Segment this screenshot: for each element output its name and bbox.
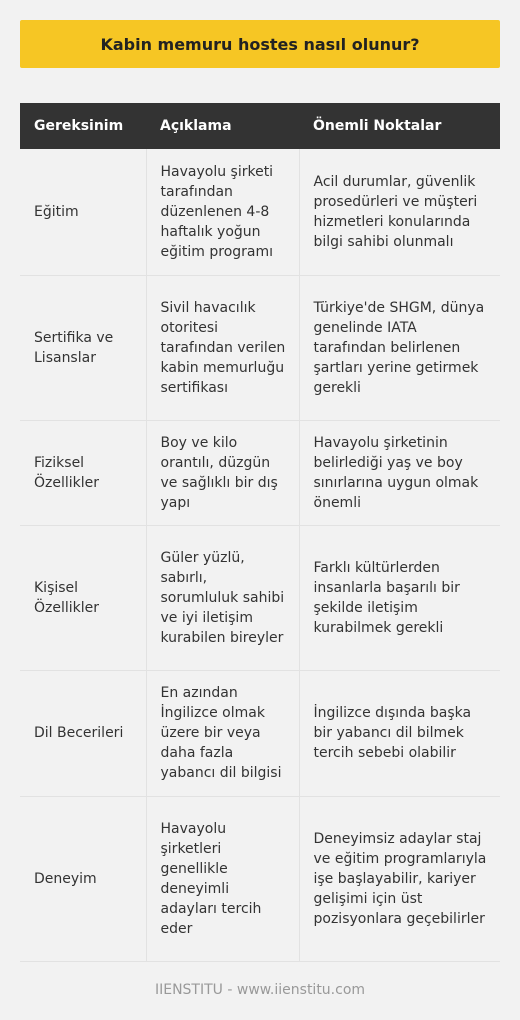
- cell-key-points: İngilizce dışında başka bir yabancı dil bilmek tercih sebebi olabilir: [299, 670, 500, 796]
- cell-key-points: Türkiye'de SHGM, dünya genelinde IATA tarafından belirlenen şartları yerine getirmek gerekli: [299, 275, 500, 420]
- cell-requirement: Fiziksel Özellikler: [20, 420, 146, 525]
- cell-description: Havayolu şirketleri genellikle deneyimli adayları tercih eder: [146, 796, 299, 961]
- cell-description: Güler yüzlü, sabırlı, sorumluluk sahibi ve iyi iletişim kurabilen bireyler: [146, 525, 299, 670]
- table-row: [20, 670, 500, 796]
- table-row: [20, 796, 500, 961]
- table-row: [20, 420, 500, 525]
- cell-description: Boy ve kilo orantılı, düzgün ve sağlıklı bir dış yapı: [146, 420, 299, 525]
- cell-description: En azından İngilizce olmak üzere bir veya daha fazla yabancı dil bilgisi: [146, 670, 299, 796]
- cell-key-points: Acil durumlar, güvenlik prosedürleri ve müşteri hizmetleri konularında bilgi sahibi olunmalı: [299, 149, 500, 275]
- column-header-key-points: Önemli Noktalar: [299, 103, 500, 149]
- cell-description: Havayolu şirketi tarafından düzenlenen 4-8 haftalık yoğun eğitim programı: [146, 149, 299, 275]
- table-row: [20, 149, 500, 275]
- cell-key-points: Havayolu şirketinin belirlediği yaş ve boy sınırlarına uygun olmak önemli: [299, 420, 500, 525]
- column-header-description: Açıklama: [146, 103, 299, 149]
- cell-requirement: Eğitim: [20, 149, 146, 275]
- title-banner: [20, 20, 500, 68]
- column-header-requirement: Gereksinim: [20, 103, 146, 149]
- cell-requirement: Sertifika ve Lisanslar: [20, 275, 146, 420]
- cell-key-points: Farklı kültürlerden insanlarla başarılı bir şekilde iletişim kurabilmek gerekli: [299, 525, 500, 670]
- table-header-row: [20, 103, 500, 149]
- table-row: [20, 275, 500, 420]
- requirements-table: [20, 103, 500, 962]
- cell-key-points: Deneyimsiz adaylar staj ve eğitim programlarıyla işe başlayabilir, kariyer gelişimi için üst pozisyonlara geçebilirler: [299, 796, 500, 961]
- cell-requirement: Dil Becerileri: [20, 670, 146, 796]
- cell-requirement: Kişisel Özellikler: [20, 525, 146, 670]
- footer-credit: IIENSTITU - www.iienstitu.com: [154, 982, 366, 998]
- cell-requirement: Deneyim: [20, 796, 146, 961]
- page-title: Kabin memuru hostes nasıl olunur?: [100, 34, 420, 54]
- table-row: [20, 525, 500, 670]
- cell-description: Sivil havacılık otoritesi tarafından verilen kabin memurluğu sertifikası: [146, 275, 299, 420]
